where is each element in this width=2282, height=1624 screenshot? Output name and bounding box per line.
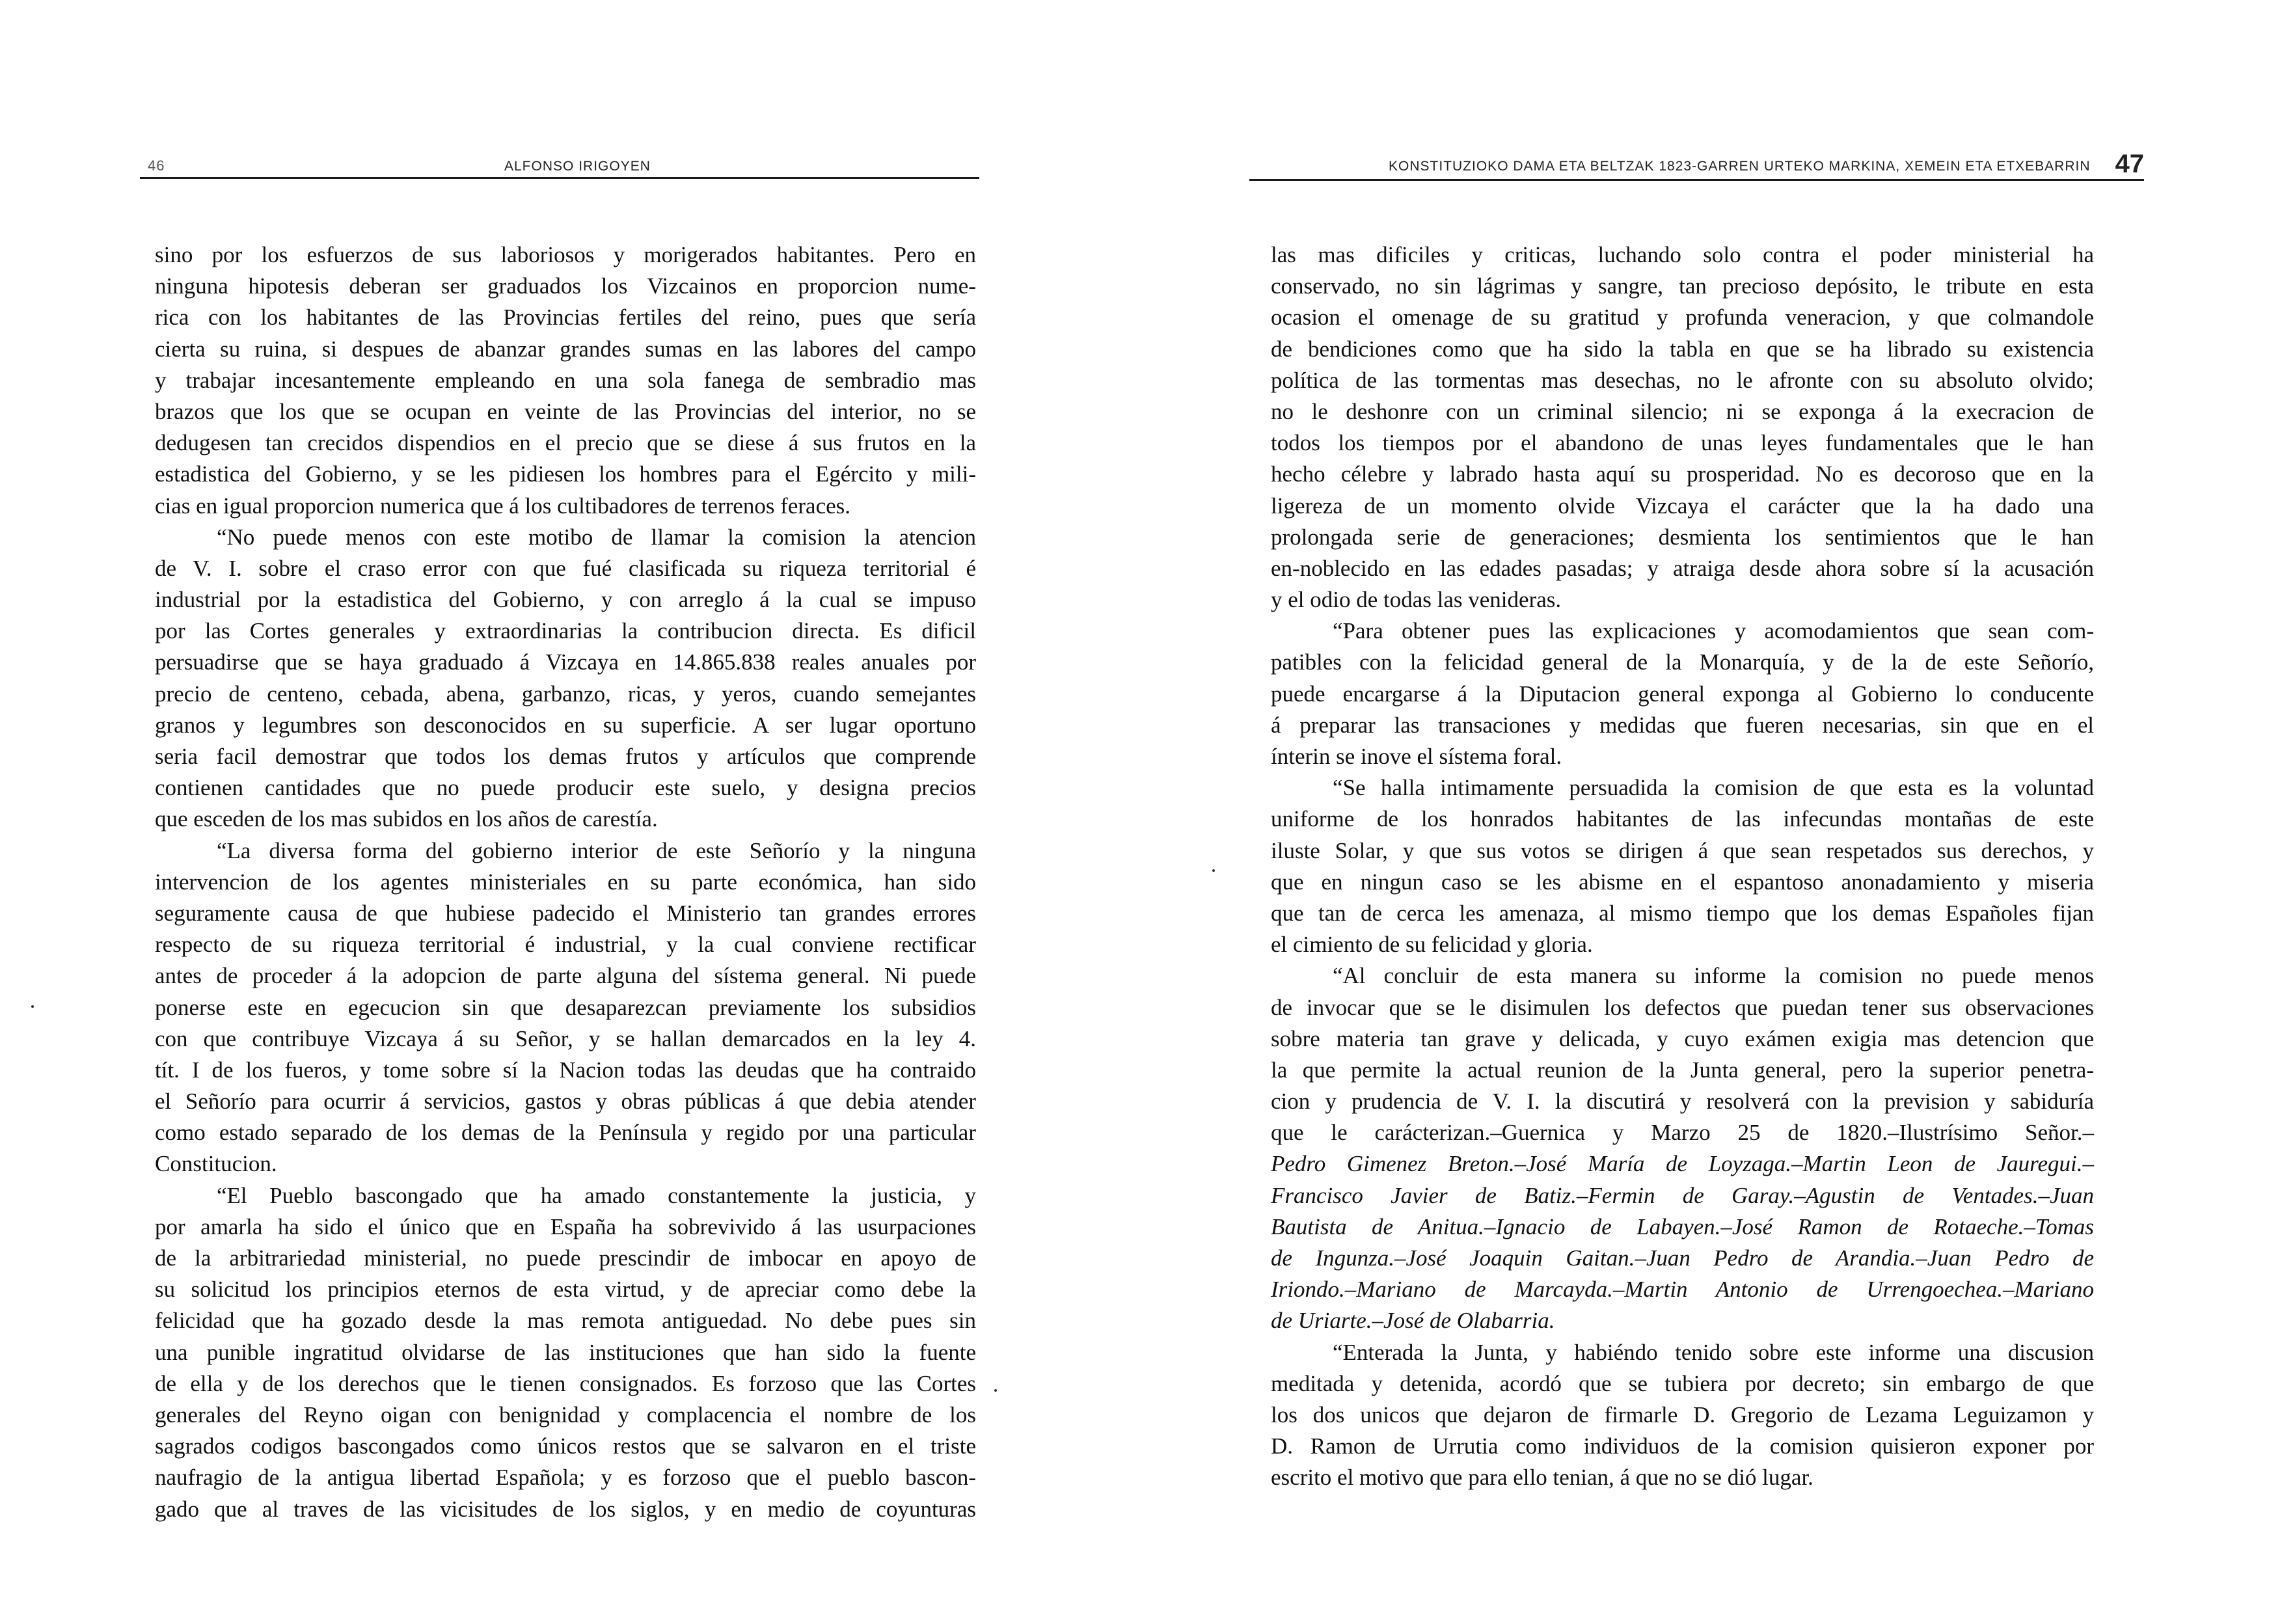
running-head-title: KONSTITUZIOKO DAMA ETA BELTZAK 1823-GARREN URTEKO MARKINA, XEMEIN ETA ETXEBARRIN <box>1389 159 2091 174</box>
text-line: respecto de su riqueza territorial é industrial, y la cual conviene rectificar <box>155 932 976 958</box>
text-line: gado que al traves de las vicisitudes de los siglos, y en medio de coyunturas <box>155 1496 976 1522</box>
text-line: por amarla ha sido el único que en España ha sobrevivido á las usurpaciones <box>155 1213 976 1239</box>
text-line: que esceden de los mas subidos en los años de carestía. <box>155 806 658 832</box>
text-line: escrito el motivo que para ello tenian, á que no se dió lugar. <box>1271 1465 1813 1491</box>
paragraph-first-line: “La diversa forma del gobierno interior de este Señorío y la ninguna <box>217 837 976 863</box>
text-line: intervencion de los agentes ministeriales en su parte económica, han sido <box>155 869 976 895</box>
text-line: no le deshonre con un criminal silencio; ni se exponga á la execracion de <box>1271 398 2094 424</box>
text-line: Bautista de Anitua.–Ignacio de Labayen.–José Ramon de Rotaeche.–Tomas <box>1271 1213 2094 1239</box>
text-line: meditada y detenida, acordó que se tubiera por decreto; sin embargo de que <box>1271 1370 2094 1396</box>
text-line: por las Cortes generales y extraordinarias la contribucion directa. Es dificil <box>155 618 976 644</box>
text-line: las mas dificiles y criticas, luchando solo contra el poder ministerial ha <box>1271 242 2094 267</box>
text-line: de Ingunza.–José Joaquin Gaitan.–Juan Pedro de Arandia.–Juan Pedro de <box>1271 1245 2094 1271</box>
text-line: persuadirse que se haya graduado á Vizcaya en 14.865.838 reales anuales por <box>155 649 976 675</box>
text-line: contienen cantidades que no puede producir este suelo, y designa precios <box>155 775 976 801</box>
running-head-right <box>1249 151 2144 177</box>
text-line: que tan de cerca les amenaza, al mismo tiempo que los demas Españoles fijan <box>1271 900 2094 926</box>
text-line: sagrados codigos bascongados como únicos restos que se salvaron en el triste <box>155 1433 976 1459</box>
text-line: y el odio de todas las venideras. <box>1271 587 1562 613</box>
text-line: que en ningun caso se les abisme en el espantoso anonadamiento y miseria <box>1271 869 2094 895</box>
paragraph-first-line: “Al concluir de esta manera su informe la comision no puede menos <box>1333 963 2094 989</box>
text-line: ponerse este en egecucion sin que desaparezcan previamente los subsidios <box>155 994 976 1020</box>
text-line: generales del Reyno oigan con benignidad y complacencia el nombre de los <box>155 1401 976 1428</box>
text-line: todos los tiempos por el abandono de unas leyes fundamentales que le han <box>1271 430 2094 456</box>
text-line: en-noblecido en las edades pasadas; y atraiga desde ahora sobre sí la acusación <box>1271 555 2094 581</box>
paragraph-first-line: “No puede menos con este motibo de llamar la comision la atencion <box>217 524 976 550</box>
text-line: su solicitud los principios eternos de esta virtud, y de apreciar como debe la <box>155 1277 976 1303</box>
text-line: tít. I de los fueros, y tome sobre sí la Nacion todas las deudas que ha contraido <box>155 1057 976 1083</box>
text-line: y trabajar incesantemente empleando en una sola fanega de sembradio mas <box>155 367 976 393</box>
header-rule-left <box>140 177 979 179</box>
text-line: los dos unicos que dejaron de firmarle D. Gregorio de Lezama Leguizamon y <box>1271 1401 2094 1428</box>
right-page <box>1141 0 2282 1624</box>
text-line: política de las tormentas mas desechas, no le afronte con su absoluto olvido; <box>1271 367 2094 393</box>
text-line: que le carácterizan.–Guernica y Marzo 25 de 1820.–Ilustrísimo Señor.– <box>1271 1120 2094 1146</box>
text-line: una punible ingratitud olvidarse de las instituciones que han sido la fuente <box>155 1339 976 1365</box>
text-line: el Señorío para ocurrir á servicios, gastos y obras públicas á que debia atender <box>155 1089 976 1115</box>
text-line: como estado separado de los demas de la Península y regido por una particular <box>155 1120 976 1146</box>
running-head-left <box>140 151 979 177</box>
paragraph-first-line: “Para obtener pues las explicaciones y acomodamientos que sean com- <box>1333 618 2094 644</box>
text-line: á preparar las transaciones y medidas que fueren necesarias, sin que en el <box>1271 712 2094 738</box>
text-line: la que permite la actual reunion de la Junta general, pero la superior penetra- <box>1271 1057 2094 1083</box>
text-line: seria facil demostrar que todos los demas frutos y artículos que comprende <box>155 744 976 769</box>
text-line: el cimiento de su felicidad y gloria. <box>1271 932 1593 958</box>
text-line: cierta su ruina, si despues de abanzar grandes sumas en las labores del campo <box>155 336 976 362</box>
text-line: hecho célebre y labrado hasta aquí su prosperidad. No es decoroso que en la <box>1271 461 2094 487</box>
text-line: uniforme de los honrados habitantes de las infecundas montañas de este <box>1271 806 2094 832</box>
text-line: seguramente causa de que hubiese padecido el Ministerio tan grandes errores <box>155 900 976 926</box>
text-line: cias en igual proporcion numerica que á los cultibadores de terrenos feraces. <box>155 493 851 519</box>
scan-speck <box>31 1005 34 1008</box>
text-line: ocasion el omenage de su gratitud y profunda veneracion, y que colmandole <box>1271 304 2094 331</box>
text-line: de invocar que se le disimulen los defectos que puedan tener sus observaciones <box>1271 994 2094 1020</box>
text-line: estadistica del Gobierno, y se les pidiesen los hombres para el Egército y mili- <box>155 461 976 487</box>
text-line: cion y prudencia de V. I. la discutirá y resolverá con la prevision y sabiduría <box>1271 1089 2094 1115</box>
text-line: naufragio de la antigua libertad Española; y es forzoso que el pueblo bascon- <box>155 1465 976 1491</box>
paragraph-first-line: “Enterada la Junta, y habiéndo tenido sobre este informe una discusion <box>1333 1339 2094 1365</box>
scan-speck <box>994 1389 997 1392</box>
text-line: sino por los esfuerzos de sus laboriosos y morigerados habitantes. Pero en <box>155 242 976 267</box>
text-line: ninguna hipotesis deberan ser graduados los Vizcainos en proporcion nume- <box>155 273 976 299</box>
text-line: rica con los habitantes de las Provincias fertiles del reino, pues que sería <box>155 304 976 331</box>
text-line: iluste Solar, y que sus votos se dirigen á que sean respetados sus derechos, y <box>1271 837 2094 863</box>
text-line: con que contribuye Vizcaya á su Señor, y se hallan demarcados en la ley 4. <box>155 1025 976 1051</box>
text-line: de Uriarte.–José de Olabarria. <box>1271 1308 1555 1334</box>
body-text-right <box>1271 239 2094 1494</box>
text-line: de bendiciones como que ha sido la tabla en que se ha librado su existencia <box>1271 336 2094 362</box>
text-line: ligereza de un momento olvide Vizcaya el carácter que la ha dado una <box>1271 493 2094 519</box>
text-line: de la arbitrariedad ministerial, no puede prescindir de imbocar en apoyo de <box>155 1245 976 1271</box>
text-line: de ella y de los derechos que le tienen consignados. Es forzoso que las Cortes <box>155 1370 976 1396</box>
text-line: industrial por la estadistica del Gobierno, y con arreglo á la cual se impuso <box>155 587 976 613</box>
text-line: antes de proceder á la adopcion de parte alguna del sístema general. Ni puede <box>155 963 976 989</box>
paragraph-first-line: “El Pueblo bascongado que ha amado constantemente la justicia, y <box>217 1182 976 1208</box>
header-rule-right <box>1249 179 2144 181</box>
text-line: conservado, no sin lágrimas y sangre, tan precioso depósito, le tribute en esta <box>1271 273 2094 299</box>
text-line: Francisco Javier de Batiz.–Fermin de Garay.–Agustin de Ventades.–Juan <box>1271 1182 2094 1208</box>
text-line: D. Ramon de Urrutia como individuos de la comision quisieron exponer por <box>1271 1433 2094 1459</box>
running-head-author: ALFONSO IRIGOYEN <box>504 159 651 174</box>
text-line: precio de centeno, cebada, abena, garbanzo, ricas, y yeros, cuando semejantes <box>155 681 976 707</box>
text-line: granos y legumbres son desconocidos en su superficie. A ser lugar oportuno <box>155 712 976 738</box>
text-line: de V. I. sobre el craso error con que fué clasificada su riqueza territorial é <box>155 555 976 581</box>
text-line: prolongada serie de generaciones; desmienta los sentimientos que le han <box>1271 524 2094 550</box>
text-line: Constitucion. <box>155 1151 277 1177</box>
text-line: brazos que los que se ocupan en veinte de las Provincias del interior, no se <box>155 398 976 424</box>
scan-speck <box>1212 869 1215 872</box>
text-line: Iriondo.–Mariano de Marcayda.–Martin Antonio de Urrengoechea.–Mariano <box>1271 1277 2094 1303</box>
paragraph-first-line: “Se halla intimamente persuadida la comision de que esta es la voluntad <box>1333 775 2094 801</box>
text-line: sobre materia tan grave y delicada, y cuyo exámen exigia mas detencion que <box>1271 1025 2094 1051</box>
page-number-left: 46 <box>148 157 165 174</box>
text-line: Pedro Gimenez Breton.–José María de Loyzaga.–Martin Leon de Jauregui.– <box>1271 1151 2094 1177</box>
page-number-right: 47 <box>2115 150 2144 178</box>
body-text-left <box>155 239 976 1525</box>
text-line: puede encargarse á la Diputacion general exponga al Gobierno lo conducente <box>1271 681 2094 707</box>
text-line: patibles con la felicidad general de la Monarquía, y de la de este Señorío, <box>1271 649 2094 675</box>
text-line: dedugesen tan crecidos dispendios en el precio que se diese á sus frutos en la <box>155 430 976 456</box>
text-line: felicidad que ha gozado desde la mas remota antiguedad. No debe pues sin <box>155 1308 976 1334</box>
text-line: ínterin se inove el sístema foral. <box>1271 744 1562 769</box>
